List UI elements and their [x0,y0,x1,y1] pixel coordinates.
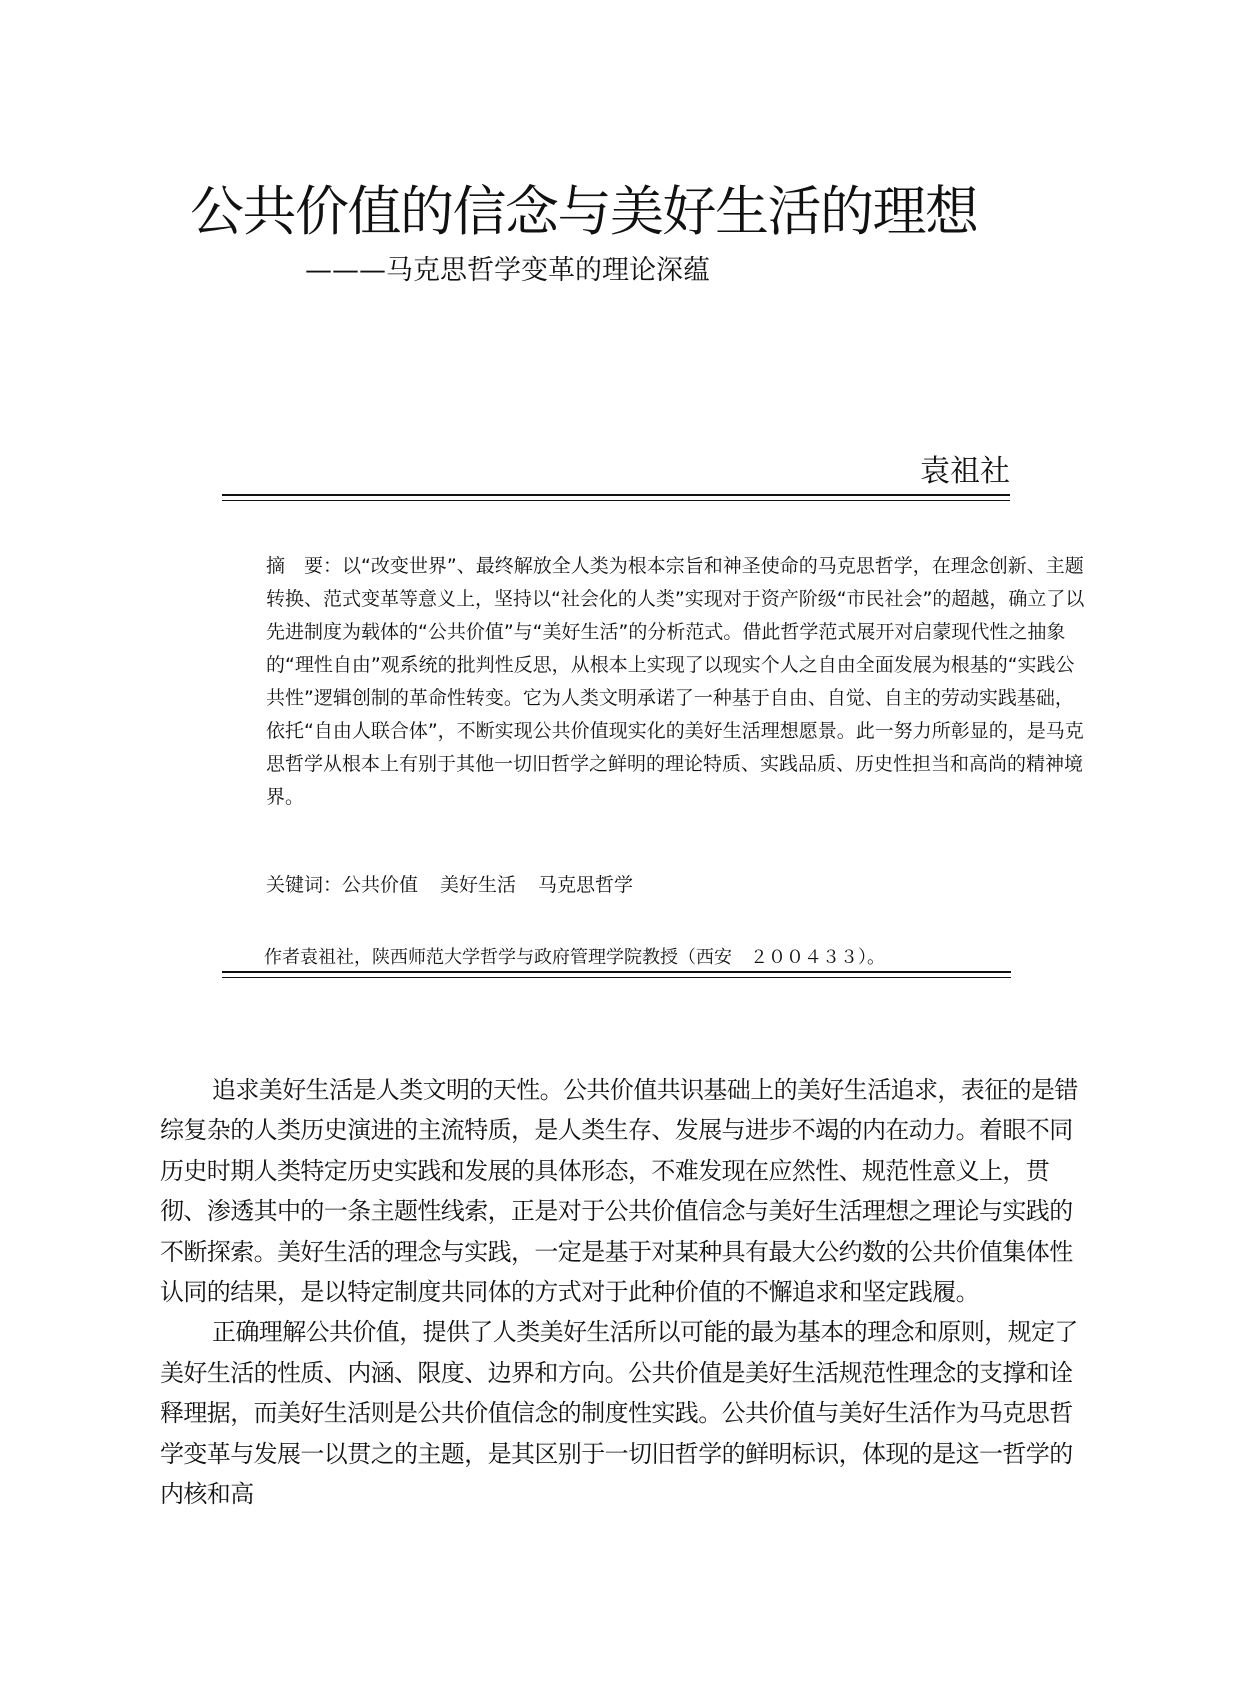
body-text [160,1070,1080,1514]
author-name: 袁祖社 [920,454,1010,489]
body-paragraph: 追求美好生活是人类文明的天性。公共价值共识基础上的美好生活追求，表征的是错综复杂的人类历史演进的主流特质，是人类生存、发展与进步不竭的内在动力。着眼不同历史时期人类特定历史实践和发展的具体形态，不难发现在应然性、规范性意义上，贯彻、渗透其中的一条主题性线索，正是对于公共价值信念与美好生活理想之理论与实践的不断探索。美好生活的理念与实践，一定是基于对某种具有最大公约数的公共价值集体性认同的结果，是以特定制度共同体的方式对于此种价值的不懈追求和坚定践履。 [160,1076,1078,1307]
author-note: 作者袁祖社，陕西师范大学哲学与政府管理学院教授（西安 ２００４３３）。 [264,947,885,968]
keywords [266,870,633,900]
article-title: 公共价值的信念与美好生活的理想 [190,180,978,243]
keywords-label: 关键词： [266,874,343,896]
keyword-item: 公共价值 [342,874,419,896]
abstract-divider [222,971,1011,978]
keyword-item: 美好生活 [440,874,517,896]
abstract-label: 摘 要： [266,555,343,577]
abstract-text: 以“改变世界”、最终解放全人类为根本宗旨和神圣使命的马克思哲学，在理念创新、主题转换、范式变革等意义上，坚持以“社会化的人类”实现对于资产阶级“市民社会”的超越，确立了以先进制度为载体的“公共价值”与“美好生活”的分析范式。借此哲学范式展开对启蒙现代性之抽象的“理性自由”观系统的批判性反思，从根本上实现了以现实个人之自由全面发展为根基的“实践公共性”逻辑创制的革命性转变。它为人类文明承诺了一种基于自由、自觉、自主的劳动实践基础，依托“自由人联合体”，不断实现公共价值现实化的美好生活理想愿景。此一努力所彰显的，是马克思哲学从根本上有别于其他一切旧哲学之鲜明的理论特质、实践品质、历史性担当和高尚的精神境界。 [266,555,1085,808]
header-divider [222,494,1010,501]
keyword-item: 马克思哲学 [538,874,634,896]
body-paragraph: 正确理解公共价值，提供了人类美好生活所以可能的最为基本的理念和原则，规定了美好生活的性质、内涵、限度、边界和方向。公共价值是美好生活规范性理念的支撑和诠释理据，而美好生活则是公共价值信念的制度性实践。公共价值与美好生活作为马克思哲学变革与发展一以贯之的主题，是其区别于一切旧哲学的鲜明标识，体现的是这一哲学的内核和高 [160,1318,1078,1509]
abstract [224,550,1090,814]
article-subtitle: ———马克思哲学变革的理论深蕴 [305,255,710,286]
